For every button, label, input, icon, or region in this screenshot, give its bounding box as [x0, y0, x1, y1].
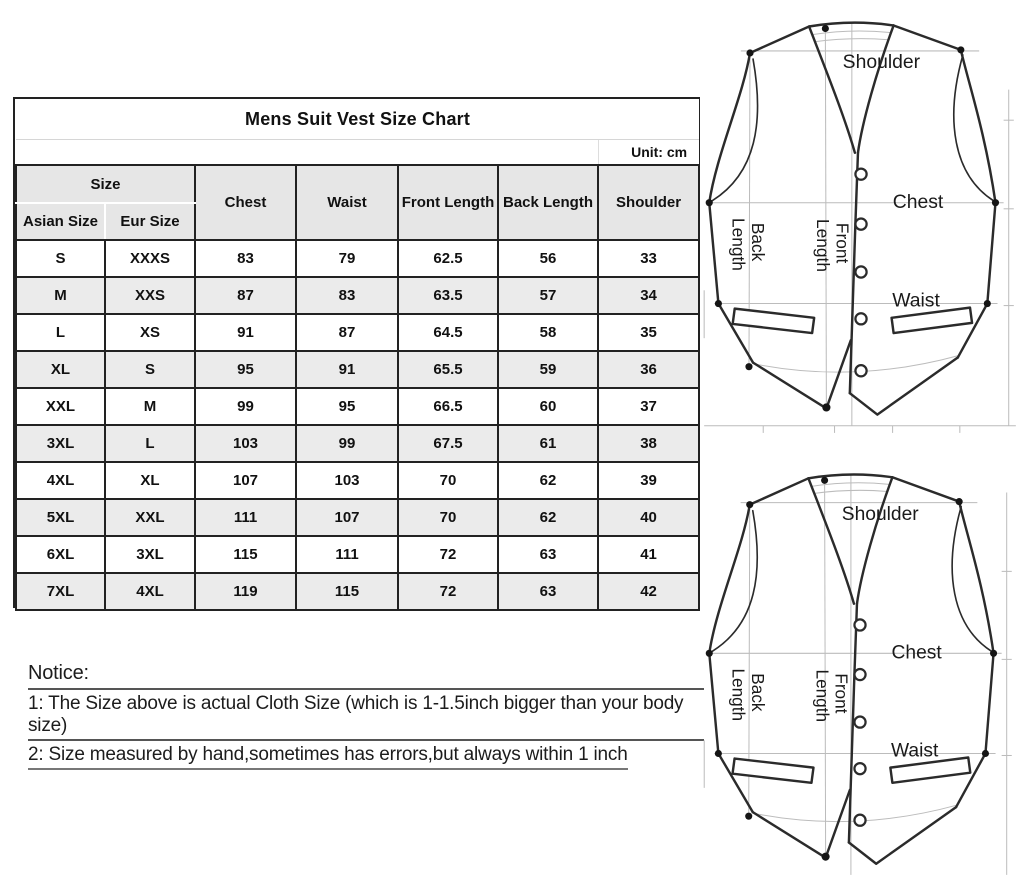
- size-cell: 115: [296, 573, 398, 610]
- left-pocket-welt: [733, 759, 814, 783]
- size-cell: 70: [398, 462, 498, 499]
- size-cell: XXL: [105, 499, 195, 536]
- left-pocket-welt: [733, 309, 814, 333]
- size-cell: 99: [195, 388, 296, 425]
- header-row-groups: [16, 165, 699, 203]
- column-header-waist: Waist: [296, 165, 398, 240]
- size-cell: 63: [498, 573, 598, 610]
- vest-outline: [709, 23, 995, 415]
- size-cell: 62: [498, 462, 598, 499]
- size-cell: L: [16, 314, 105, 351]
- table-row: [16, 462, 699, 499]
- size-cell: 111: [195, 499, 296, 536]
- size-cell: 61: [498, 425, 598, 462]
- size-cell: M: [105, 388, 195, 425]
- size-cell: 103: [195, 425, 296, 462]
- size-cell: 64.5: [398, 314, 498, 351]
- size-cell: 95: [296, 388, 398, 425]
- size-cell: 35: [598, 314, 699, 351]
- size-cell: 107: [296, 499, 398, 536]
- size-cell: 57: [498, 277, 598, 314]
- size-cell: 59: [498, 351, 598, 388]
- table-row: [16, 240, 699, 277]
- size-cell: 4XL: [16, 462, 105, 499]
- notice-title: Notice:: [28, 662, 704, 690]
- unit-label: Unit: cm: [598, 140, 699, 166]
- size-cell: 42: [598, 573, 699, 610]
- size-cell: 95: [195, 351, 296, 388]
- size-chart-body: [16, 240, 699, 610]
- size-cell: 36: [598, 351, 699, 388]
- size-cell: 6XL: [16, 536, 105, 573]
- size-cell: 58: [498, 314, 598, 351]
- size-cell: XL: [105, 462, 195, 499]
- size-cell: 65.5: [398, 351, 498, 388]
- size-cell: 99: [296, 425, 398, 462]
- size-cell: 107: [195, 462, 296, 499]
- size-cell: 39: [598, 462, 699, 499]
- front-length-label: Front Length: [812, 669, 852, 723]
- size-cell: 63: [498, 536, 598, 573]
- waist-label: Waist: [892, 289, 940, 312]
- front-length-label: Front Length: [813, 219, 853, 272]
- column-header-shoulder: Shoulder: [598, 165, 699, 240]
- size-cell: 56: [498, 240, 598, 277]
- back-length-label: Back Length: [728, 668, 768, 722]
- table-row: [16, 351, 699, 388]
- size-cell: 40: [598, 499, 699, 536]
- notice-item-1: 1: The Size above is actual Cloth Size (which is 1-1.5inch bigger than your body size): [28, 690, 704, 741]
- size-cell: 103: [296, 462, 398, 499]
- column-header-asian-size: Asian Size: [16, 203, 105, 240]
- size-cell: 111: [296, 536, 398, 573]
- size-cell: 66.5: [398, 388, 498, 425]
- table-row: [16, 277, 699, 314]
- chest-label: Chest: [891, 642, 942, 664]
- vest-illustration: [700, 0, 1020, 438]
- size-cell: 70: [398, 499, 498, 536]
- size-cell: 72: [398, 536, 498, 573]
- size-cell: 87: [296, 314, 398, 351]
- column-header-chest: Chest: [195, 165, 296, 240]
- size-cell: 41: [598, 536, 699, 573]
- column-header-front-length: Front Length: [398, 165, 498, 240]
- page-title: Mens Suit Vest Size Chart: [16, 99, 699, 140]
- unit-row-spacer: [16, 140, 598, 166]
- unit-row: [16, 140, 699, 166]
- column-header-size: Size: [16, 165, 195, 203]
- size-cell: S: [105, 351, 195, 388]
- size-cell: XL: [16, 351, 105, 388]
- size-cell: 83: [195, 240, 296, 277]
- size-cell: 119: [195, 573, 296, 610]
- table-row: [16, 499, 699, 536]
- size-cell: 83: [296, 277, 398, 314]
- size-cell: 38: [598, 425, 699, 462]
- size-cell: 87: [195, 277, 296, 314]
- size-cell: 34: [598, 277, 699, 314]
- size-cell: 3XL: [105, 536, 195, 573]
- vest-diagram-bottom: [698, 452, 1020, 887]
- notice-section: [28, 662, 704, 770]
- size-cell: M: [16, 277, 105, 314]
- size-cell: XXS: [105, 277, 195, 314]
- table-row: [16, 425, 699, 462]
- chest-label: Chest: [892, 190, 944, 213]
- vest-diagram-top: [700, 0, 1020, 438]
- table-row: [16, 573, 699, 610]
- size-cell: 91: [296, 351, 398, 388]
- size-cell: 3XL: [16, 425, 105, 462]
- size-cell: 33: [598, 240, 699, 277]
- size-cell: 4XL: [105, 573, 195, 610]
- shoulder-label: Shoulder: [841, 503, 919, 525]
- size-chart-table: [15, 99, 700, 611]
- size-cell: 60: [498, 388, 598, 425]
- size-cell: L: [105, 425, 195, 462]
- table-row: [16, 388, 699, 425]
- column-header-eur-size: Eur Size: [105, 203, 195, 240]
- size-cell: 63.5: [398, 277, 498, 314]
- size-cell: 7XL: [16, 573, 105, 610]
- size-cell: 67.5: [398, 425, 498, 462]
- size-cell: 115: [195, 536, 296, 573]
- size-cell: 79: [296, 240, 398, 277]
- size-cell: 72: [398, 573, 498, 610]
- notice-item-2: 2: Size measured by hand,sometimes has errors,but always within 1 inch: [28, 741, 628, 770]
- table-row: [16, 314, 699, 351]
- size-cell: XXL: [16, 388, 105, 425]
- size-cell: 62: [498, 499, 598, 536]
- size-cell: 37: [598, 388, 699, 425]
- waist-label: Waist: [890, 740, 939, 762]
- shoulder-label: Shoulder: [842, 51, 921, 74]
- size-cell: 91: [195, 314, 296, 351]
- table-title-row: [16, 99, 699, 140]
- size-cell: XXXS: [105, 240, 195, 277]
- column-header-back-length: Back Length: [498, 165, 598, 240]
- vest-illustration: [698, 452, 1020, 887]
- back-length-label: Back Length: [728, 218, 769, 271]
- size-cell: 62.5: [398, 240, 498, 277]
- size-cell: S: [16, 240, 105, 277]
- size-chart: [13, 97, 700, 608]
- size-cell: XS: [105, 314, 195, 351]
- size-cell: 5XL: [16, 499, 105, 536]
- table-row: [16, 536, 699, 573]
